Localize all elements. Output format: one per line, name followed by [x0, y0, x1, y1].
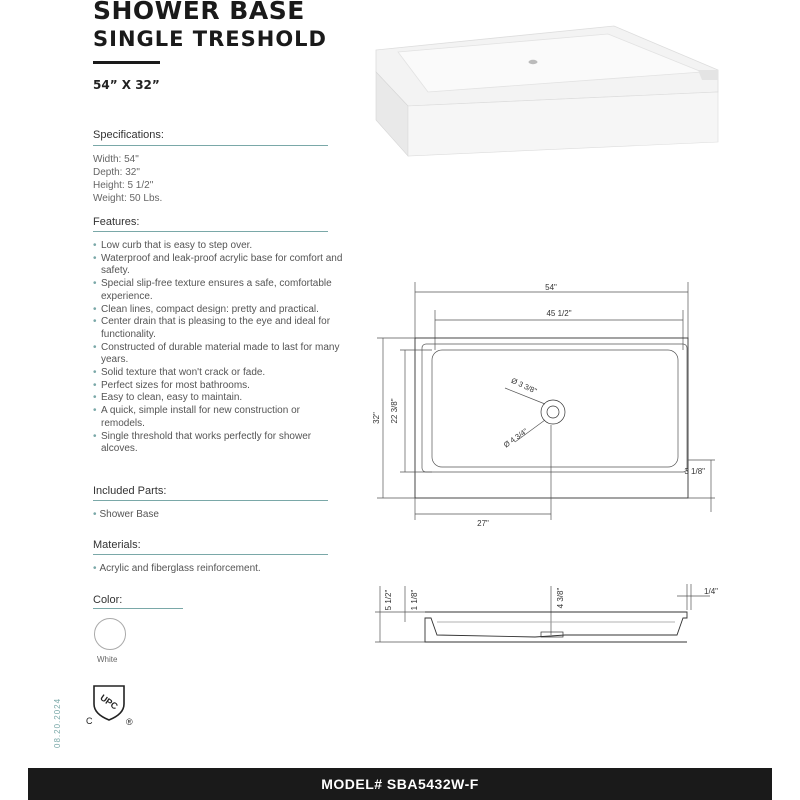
- spec-height: Height: 5 1/2": [93, 180, 154, 191]
- color-swatch-label: White: [97, 655, 118, 664]
- dim-drain-offset: 27": [477, 519, 489, 528]
- materials-rule: [93, 554, 328, 555]
- feature-item: • Constructed of durable material made to last for many years.: [93, 342, 343, 367]
- feature-item: • Single threshold that works perfectly for shower alcoves.: [93, 431, 343, 456]
- title-underline: [93, 61, 160, 64]
- spec-width: Width: 54": [93, 154, 139, 165]
- dim-threshold: 3 1/8": [684, 467, 705, 476]
- included-parts-heading: Included Parts:: [93, 485, 167, 497]
- feature-item: • Low curb that is easy to step over.: [93, 240, 343, 253]
- included-part-item: • Shower Base: [93, 509, 159, 520]
- page-title: SHOWER BASE: [93, 0, 305, 25]
- dim-curb: 1 1/8": [410, 589, 419, 611]
- feature-item: • Solid texture that won't crack or fade.: [93, 367, 343, 380]
- feature-item: • A quick, simple install for new construction or remodels.: [93, 405, 343, 430]
- features-list: [93, 240, 343, 456]
- feature-item: • Center drain that is pleasing to the eye and ideal for functionality.: [93, 316, 343, 341]
- dim-drain-diameter: Ø 3 3/8": [509, 375, 539, 396]
- material-item: • Acrylic and fiberglass reinforcement.: [93, 563, 261, 574]
- top-view-diagram: [365, 280, 725, 530]
- material-label: Acrylic and fiberglass reinforcement.: [99, 563, 261, 574]
- specifications-heading: Specifications:: [93, 129, 164, 141]
- cupc-certification-logo: [84, 680, 136, 728]
- side-view-diagram: [365, 580, 725, 655]
- product-image: [368, 22, 720, 160]
- registered-mark: ®: [126, 717, 133, 727]
- specifications-list: [93, 153, 162, 205]
- model-footer: MODEL# SBA5432W-F: [28, 768, 772, 800]
- features-heading: Features:: [93, 216, 140, 228]
- spec-weight: Weight: 50 Lbs.: [93, 193, 163, 204]
- dim-inner-width: 45 1/2": [546, 309, 572, 318]
- product-size: 54” X 32”: [93, 78, 160, 92]
- upc-text: UPC: [98, 692, 120, 712]
- feature-item: • Perfect sizes for most bathrooms.: [93, 380, 343, 393]
- feature-item: • Clean lines, compact design: pretty and practical.: [93, 304, 343, 317]
- c-mark: C: [86, 716, 93, 726]
- dim-width: 54": [545, 283, 557, 292]
- color-rule: [93, 608, 183, 609]
- dim-lip: 1/4": [704, 587, 718, 596]
- feature-item: • Special slip-free texture ensures a safe, comfortable experience.: [93, 278, 343, 303]
- dim-side-height: 5 1/2": [384, 589, 393, 611]
- page-subtitle: SINGLE TRESHOLD: [93, 27, 327, 51]
- revision-date: 08.20.2024: [53, 697, 62, 748]
- color-heading: Color:: [93, 594, 123, 606]
- dim-depth: 32": [372, 412, 381, 424]
- materials-heading: Materials:: [93, 539, 141, 551]
- dim-inner-depth: 22 3/8": [390, 398, 399, 424]
- feature-item: • Easy to clean, easy to maintain.: [93, 392, 343, 405]
- dim-center-height: 4 3/8": [556, 587, 565, 609]
- spec-depth: Depth: 32": [93, 167, 140, 178]
- specifications-rule: [93, 145, 328, 146]
- feature-item: • Waterproof and leak-proof acrylic base for comfort and safety.: [93, 253, 343, 278]
- color-swatch: [94, 618, 126, 650]
- dim-drain-outer: Ø 4 3/4": [501, 426, 530, 450]
- features-rule: [93, 231, 328, 232]
- included-parts-rule: [93, 500, 328, 501]
- included-part-label: Shower Base: [99, 509, 159, 520]
